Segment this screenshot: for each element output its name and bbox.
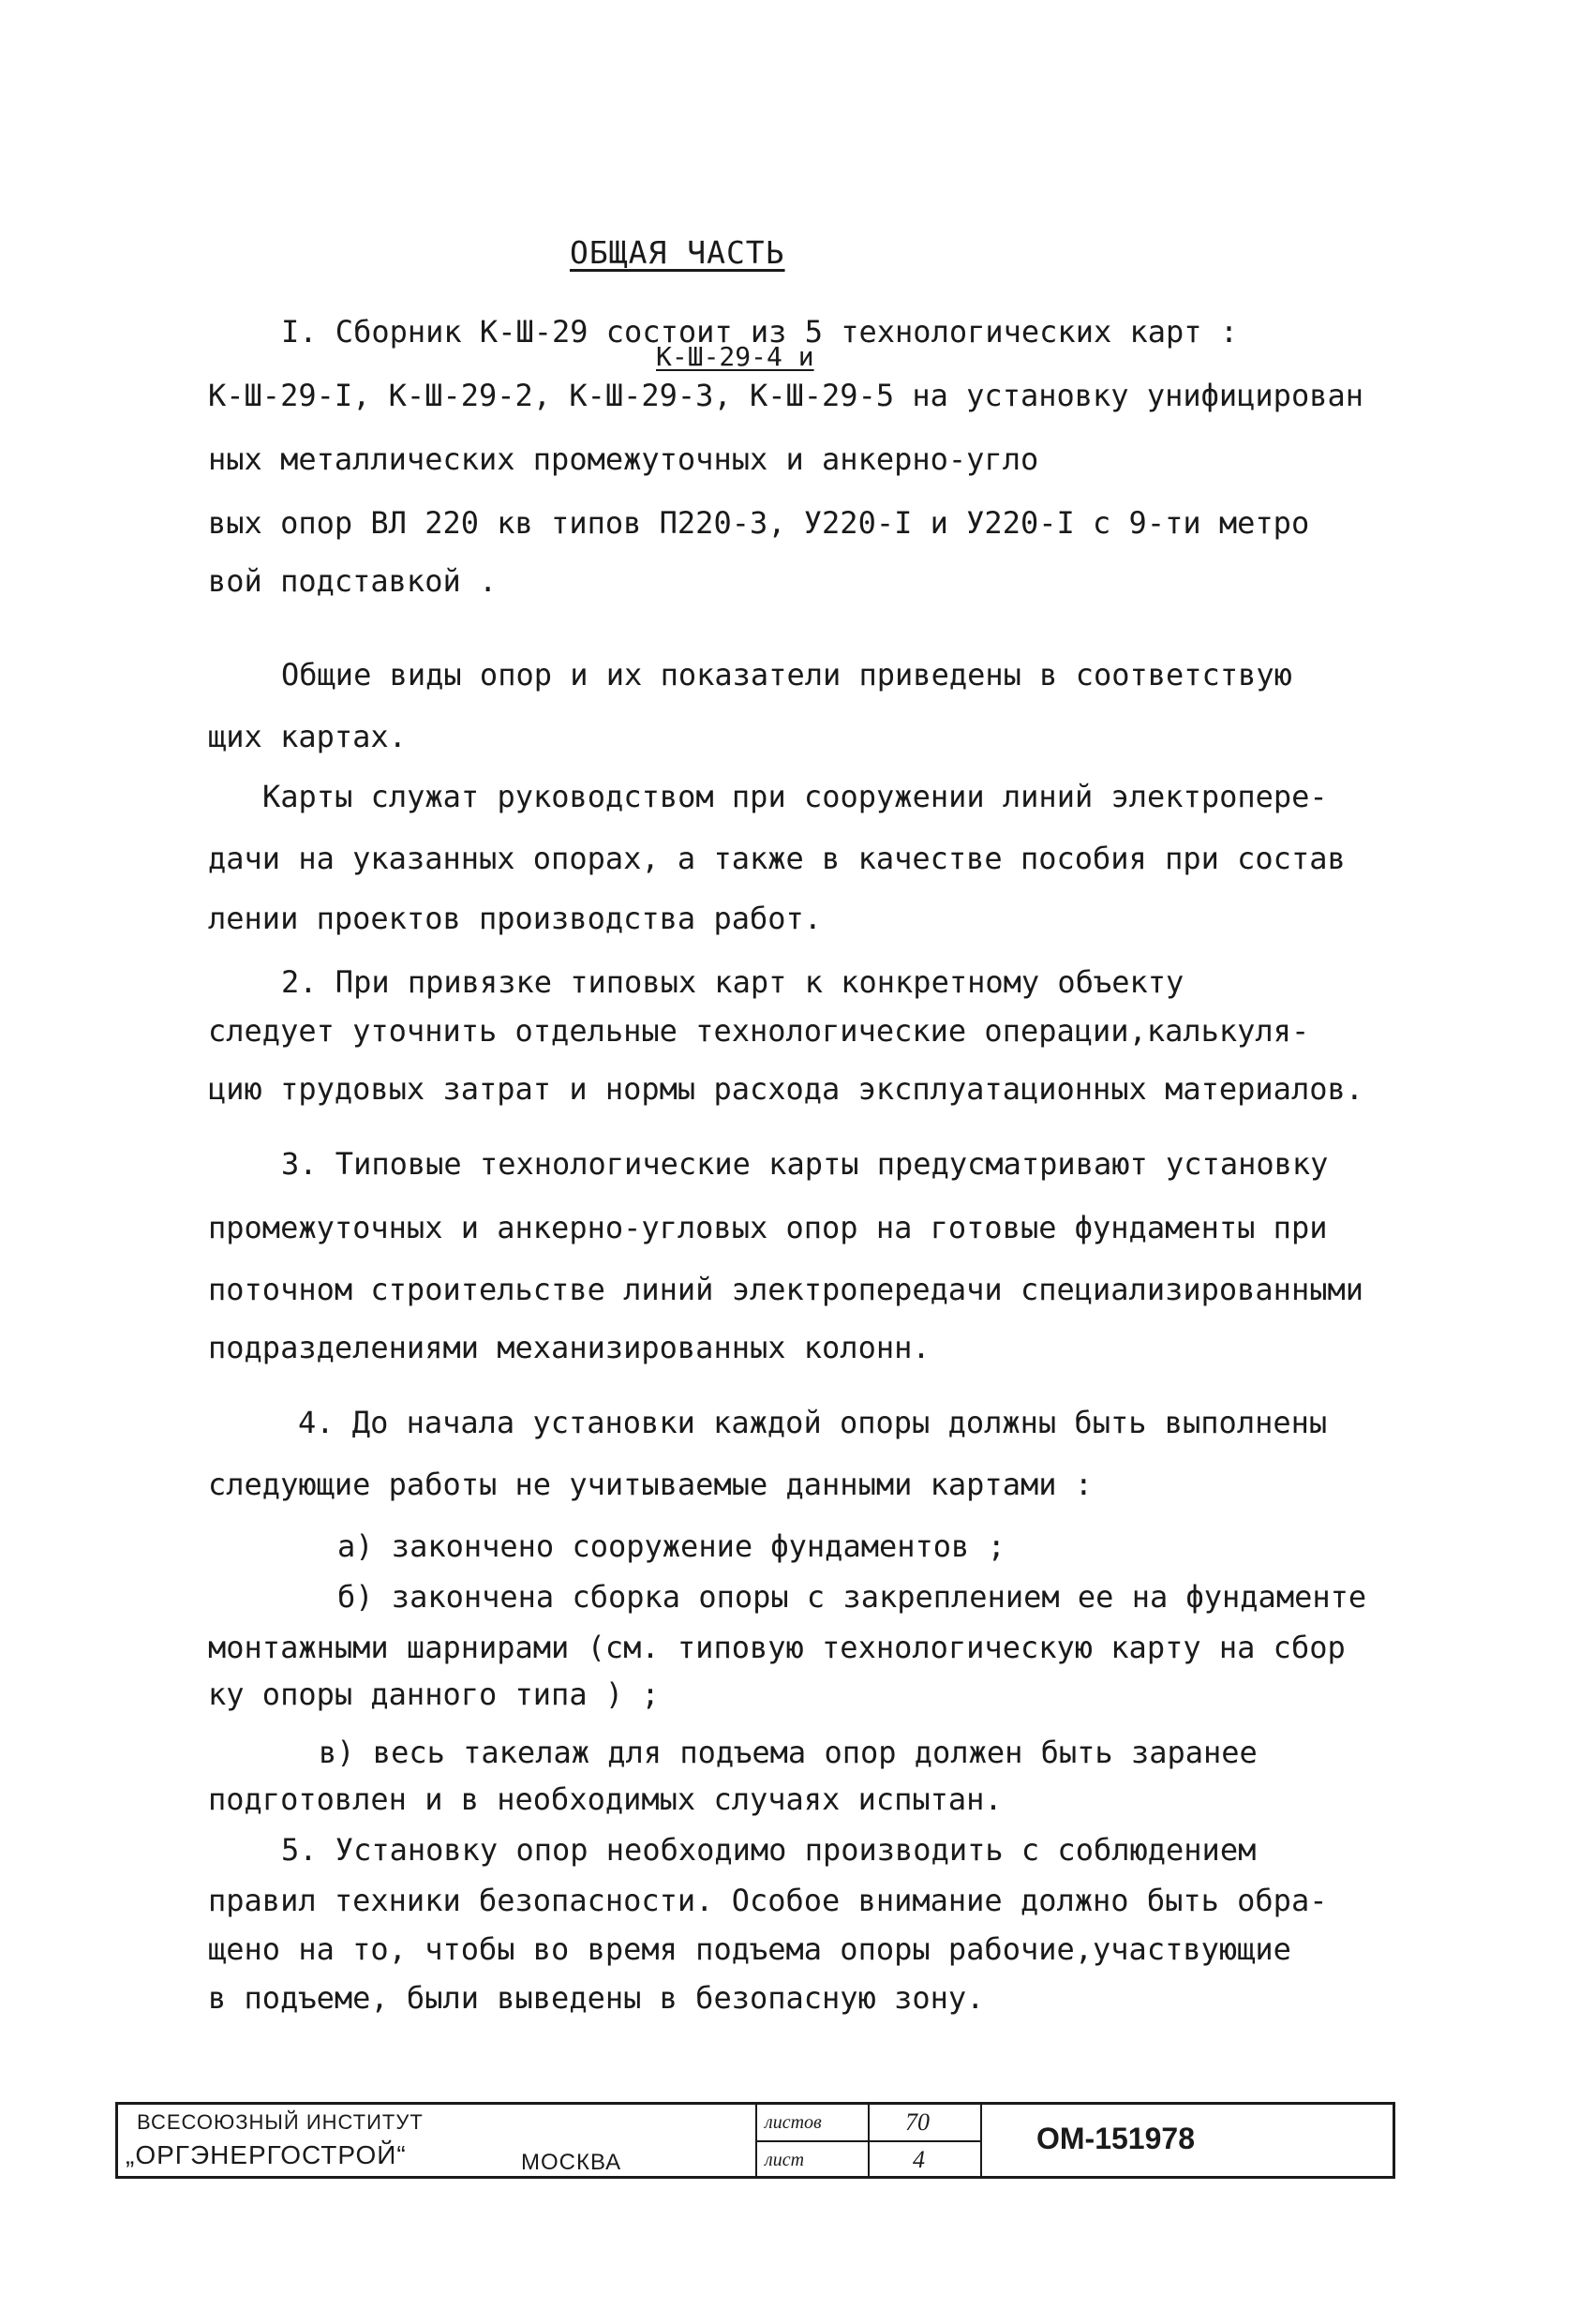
stamp-divider <box>755 2140 980 2142</box>
text-line: I. Сборник К-Ш-29 состоит из 5 технологических карт : <box>281 314 1239 350</box>
text-line: вой подставкой . <box>208 563 498 599</box>
sheets-value: 70 <box>905 2108 930 2136</box>
text-line: поточном строительстве линий электропередачи специализированными <box>208 1272 1363 1307</box>
text-line: ных металлических промежуточных и анкерно-угло <box>208 441 1039 477</box>
text-line: монтажными шарнирами (см. типовую технологическую карту на сбор <box>208 1630 1346 1665</box>
text-line: дачи на указанных опорах, а также в качестве пособия при состав <box>208 841 1346 876</box>
text-line: 5. Установку опор необходимо производить с соблюдением <box>281 1832 1257 1868</box>
text-line: следует уточнить отдельные технологические операции,калькуля- <box>208 1013 1310 1049</box>
text-line: цию трудовых затрат и нормы расхода эксплуатационных материалов. <box>208 1071 1363 1107</box>
text-line: следующие работы не учитываемые данными картами : <box>208 1467 1094 1502</box>
text-line: К-Ш-29-I, К-Ш-29-2, К-Ш-29-3, К-Ш-29-5 на установку унифицирован <box>208 378 1363 413</box>
stamp-divider <box>980 2105 982 2176</box>
handwritten-insert: К-Ш-29-4 и <box>656 341 814 372</box>
text-line: ку опоры данного типа ) ; <box>208 1676 660 1712</box>
institute-line-2: „ОРГЭНЕРГОСТРОЙ“ <box>126 2140 407 2169</box>
title-block-stamp <box>115 2102 1395 2179</box>
text-line: лении проектов производства работ. <box>208 901 823 936</box>
text-line: промежуточных и анкерно-угловых опор на готовые фундаменты при <box>208 1210 1328 1245</box>
text-line: правил техники безопасности. Особое внимание должно быть обра- <box>208 1883 1328 1918</box>
document-code: ОМ-151978 <box>1036 2122 1195 2155</box>
page-title: ОБЩАЯ ЧАСТЬ <box>570 234 785 271</box>
text-line: щих картах. <box>208 719 407 754</box>
text-line: Карты служат руководством при сооружении линий электропере- <box>262 779 1328 814</box>
text-line: 3. Типовые технологические карты предусматривают установку <box>281 1146 1329 1182</box>
text-line: в) весь такелаж для подъема опор должен быть заранее <box>319 1735 1258 1770</box>
sheet-label: лист <box>765 2150 805 2170</box>
text-line: 4. До начала установки каждой опоры должны быть выполнены <box>298 1405 1328 1440</box>
text-line: вых опор ВЛ 220 кв типов П220-3, У220-I и У220-I с 9-ти метро <box>208 505 1310 541</box>
text-line: подразделениями механизированных колонн. <box>208 1330 931 1365</box>
text-line: щено на то, чтобы во время подъема опоры рабочие,участвующие <box>208 1931 1291 1967</box>
city-label: МОСКВА <box>521 2150 622 2175</box>
sheet-value: 4 <box>913 2146 925 2173</box>
text-line: в подъеме, были выведены в безопасную зону. <box>208 1980 985 2016</box>
institute-line-1: ВСЕСОЮЗНЫЙ ИНСТИТУТ <box>137 2110 424 2134</box>
text-line: 2. При привязке типовых карт к конкретному объекту <box>281 964 1184 1000</box>
text-line: а) закончено сооружение фундаментов ; <box>337 1528 1006 1564</box>
text-line: Общие виды опор и их показатели приведены в соответствую <box>281 657 1292 693</box>
sheets-label: листов <box>765 2112 822 2133</box>
text-line: б) закончена сборка опоры с закреплением ее на фундаменте <box>337 1579 1367 1615</box>
text-line: подготовлен и в необходимых случаях испытан. <box>208 1781 1003 1817</box>
